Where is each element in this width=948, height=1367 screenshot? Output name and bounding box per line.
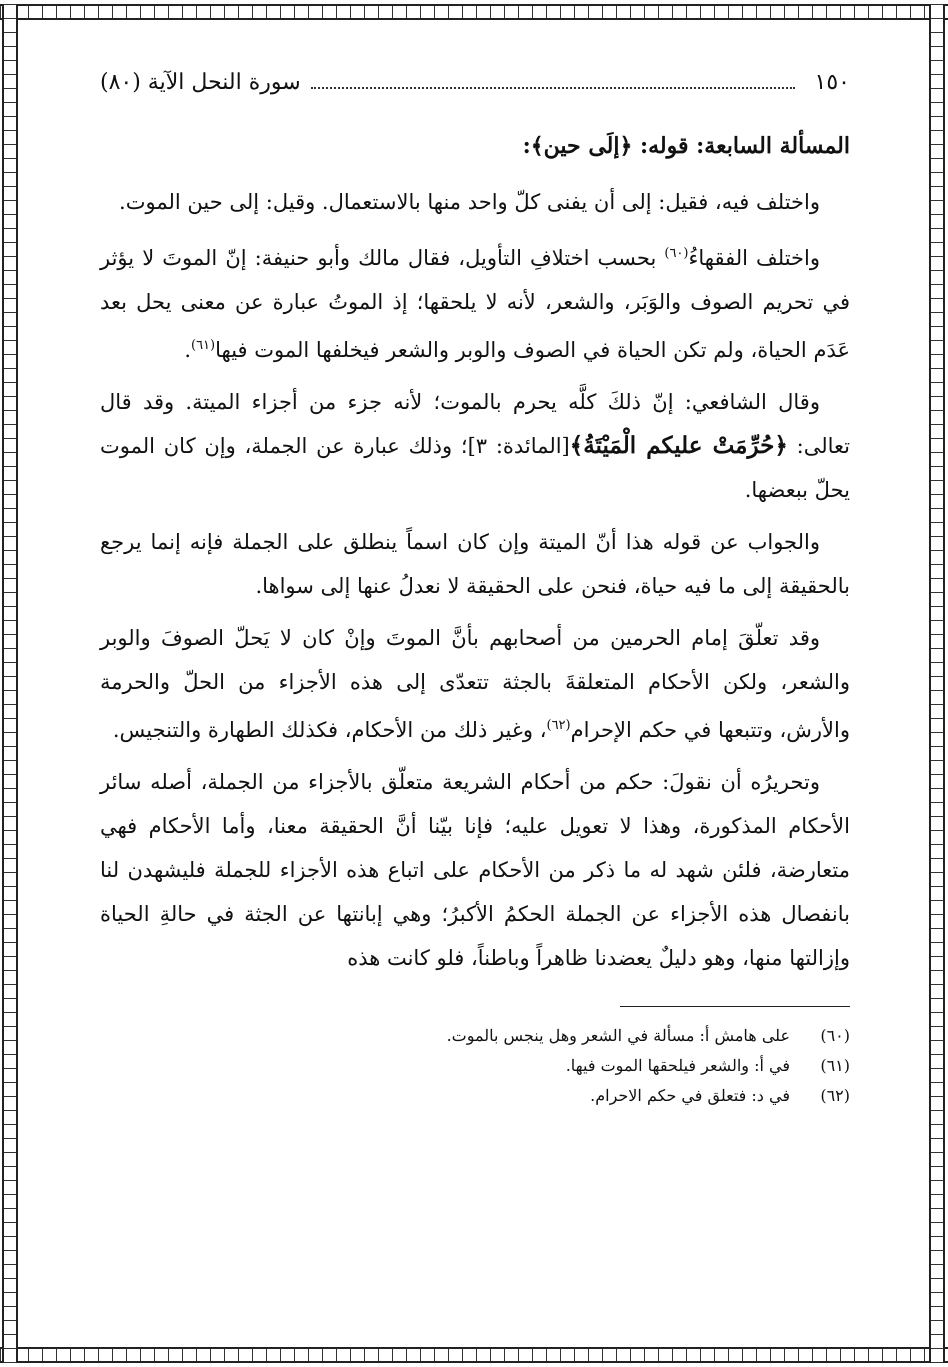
paragraph-text: وتحريرُه أن نقولَ: حكم من أحكام الشريعة متعلّق بالأجزاء من الجملة، أصله سائر الأحكام المذكورة، وهذا لا تعويل عليه؛ فإنا بيّنا أنَّ الحقيقة معنا، وأما الأحكام فهي متعارضة، فلئن شهد له ما ذكر من الأحكام على اتباع هذه الأجزاء للجملة فليشهدن لنا بانفصال هذه الأجزاء عن الجملة الحكمُ الأكبرُ؛ وهي إبانتها عن الجثة في حالةِ الحياة وإزالتها منها، وهو دليلٌ يعضدنا ظاهراً وباطناً، فلو كانت هذه: [100, 770, 850, 970]
footnote-number: (٦٠): [820, 1026, 850, 1045]
paragraph-text: واختلف الفقهاءُ: [688, 246, 820, 270]
section-heading: المسألة السابعة: قوله: ﴿إلَى حين﴾:: [522, 133, 850, 159]
paragraph: [100, 760, 850, 980]
paragraph-text: والجواب عن قوله هذا أنّ الميتة وإن كان اسماً ينطلق على الجملة فإنه إنما يرجع بالحقيقة إلى ما فيه حياة، فنحن على الحقيقة لا نعدلُ عنها إلى سواها.: [100, 530, 850, 598]
paragraph: [100, 180, 850, 224]
paragraph: [100, 232, 850, 372]
paragraph-text: واختلف فيه، فقيل: إلى أن يفنى كلّ واحد منها بالاستعمال. وقيل: إلى حين الموت.: [119, 190, 820, 214]
footnote-ref[interactable]: (٦٠): [664, 246, 689, 261]
page-number: ١٥٠: [814, 70, 850, 95]
paragraph-text: بحسب اختلافِ التأويل، فقال مالك وأبو حنيفة: إنّ الموتَ لا يؤثر في تحريم الصوف والوَبَر، والشعر، لأنه لا يلحقها؛ إذ الموتُ عبارة عن معنى يحل بعد عَدَم الحياة، ولم تكن الحياة في الصوف والوبر والشعر فيخلفها الموت فيها: [100, 246, 850, 362]
paragraph-text: ، وغير ذلك من الأحكام، فكذلك الطهارة والتنجيس.: [112, 718, 547, 742]
paragraph-text: وقد تعلّقَ إمام الحرمين من أصحابهم بأنَّ الموتَ وإنْ كان لا يَحلّ الصوفَ والوبر والشعر، ولكن الأحكام المتعلقةَ بالجثة تتعدّى إلى هذه الأجزاء من الحلّ والحرمة والأرش، وتتبعها في حكم الإحرام: [100, 626, 850, 742]
footnote-text: على هامش أ: مسألة في الشعر وهل ينجس بالموت.: [446, 1026, 790, 1045]
footnote: [100, 1051, 850, 1081]
footnote-ref[interactable]: (٦٢): [546, 718, 571, 733]
running-header: [100, 70, 850, 110]
footnote-number: (٦١): [820, 1056, 850, 1075]
decorative-border-left: [2, 4, 18, 1363]
footnote-ref[interactable]: (٦١): [191, 338, 216, 353]
decorative-border-right: [929, 4, 945, 1363]
footnote: [100, 1081, 850, 1111]
decorative-border-top: [0, 4, 948, 20]
paragraph: [100, 520, 850, 608]
footnote-text: في أ: والشعر فيلحقها الموت فيها.: [565, 1056, 790, 1075]
paragraph-text: .: [184, 338, 191, 362]
footnote-divider: [620, 1006, 850, 1007]
footnote-text: في د: فتعلق في حكم الاحرام.: [590, 1086, 790, 1105]
footnote: [100, 1021, 850, 1051]
decorative-border-bottom: [0, 1347, 948, 1363]
paragraph: [100, 616, 850, 752]
footnote-number: (٦٢): [820, 1086, 850, 1105]
paragraph-text: [المائدة: ٣]؛ وذلك عبارة عن الجملة، وإن كان الموت يحلّ ببعضها.: [100, 434, 850, 502]
quran-verse: ﴿حُرِّمَتْ عليكم الْمَيْتَةُ﴾: [569, 432, 788, 459]
header-title: سورة النحل الآية (٨٠): [100, 70, 301, 95]
paragraph: [100, 380, 850, 512]
paragraph-text: وقال الشافعي: إنّ ذلكَ كلَّه يحرم بالموت؛ لأنه جزء من أجزاء الميتة. وقد قال تعالى:: [100, 390, 850, 458]
page-content: [100, 70, 850, 1111]
header-leader-dots: [311, 87, 795, 89]
